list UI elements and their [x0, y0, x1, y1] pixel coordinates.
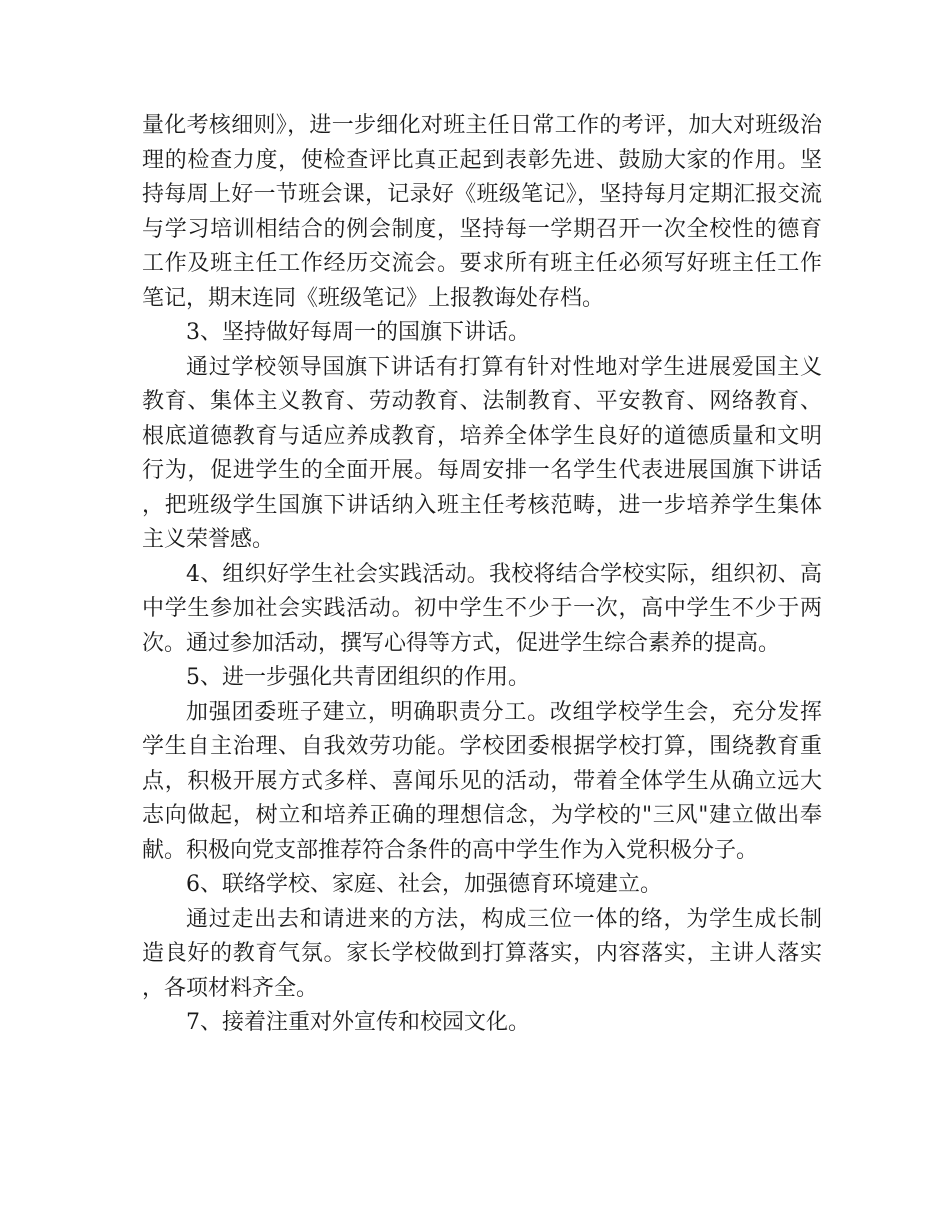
- paragraph-item-4: 4、组织好学生社会实践活动。我校将结合学校实际，组织初、高中学生参加社会实践活动。初中学生不少于一次，高中学生不少于两次。通过参加活动，撰写心得等方式，促进学生综合素养的提高。: [142, 561, 822, 656]
- paragraph-3: 通过学校领导国旗下讲话有打算有针对性地对学生进展爱国主义教育、集体主义教育、劳动教育、法制教育、平安教育、网络教育、根底道德教育与适应养成教育，培养全体学生良好的道德质量和文明行为，促进学生的全面开展。每周安排一名学生代表进展国旗下讲话，把班级学生国旗下讲话纳入班主任考核范畴，进一步培养学生集体主义荣誉感。: [142, 354, 822, 552]
- paragraph-8: 通过走出去和请进来的方法，构成三位一体的络，为学生成长制造良好的教育气氛。家长学校做到打算落实，内容落实，主讲人落实，各项材料齐全。: [142, 906, 822, 1001]
- paragraph-6: 加强团委班子建立，明确职责分工。改组学校学生会，充分发挥学生自主治理、自我效劳功能。学校团委根据学校打算，围绕教育重点，积极开展方式多样、喜闻乐见的活动，带着全体学生从确立远大志向做起，树立和培养正确的理想信念，为学校的"三风"建立做出奉献。积极向党支部推荐符合条件的高中学生作为入党积极分子。: [142, 699, 822, 863]
- heading-item-7: 7、接着注重对外宣传和校园文化。: [186, 1010, 530, 1035]
- heading-item-3: 3、坚持做好每周一的国旗下讲话。: [186, 320, 530, 345]
- heading-item-5: 5、进一步强化共青团组织的作用。: [186, 665, 530, 690]
- document-body: [142, 109, 822, 1041]
- heading-item-6: 6、联络学校、家庭、社会，加强德育环境建立。: [186, 872, 662, 897]
- paragraph-1: 量化考核细则》，进一步细化对班主任日常工作的考评，加大对班级治理的检查力度，使检查评比真正起到表彰先进、鼓励大家的作用。坚持每周上好一节班会课，记录好《班级笔记》，坚持每月定期汇报交流与学习培训相结合的例会制度，坚持每一学期召开一次全校性的德育工作及班主任工作经历交流会。要求所有班主任必须写好班主任工作笔记，期末连同《班级笔记》上报教诲处存档。: [142, 113, 822, 311]
